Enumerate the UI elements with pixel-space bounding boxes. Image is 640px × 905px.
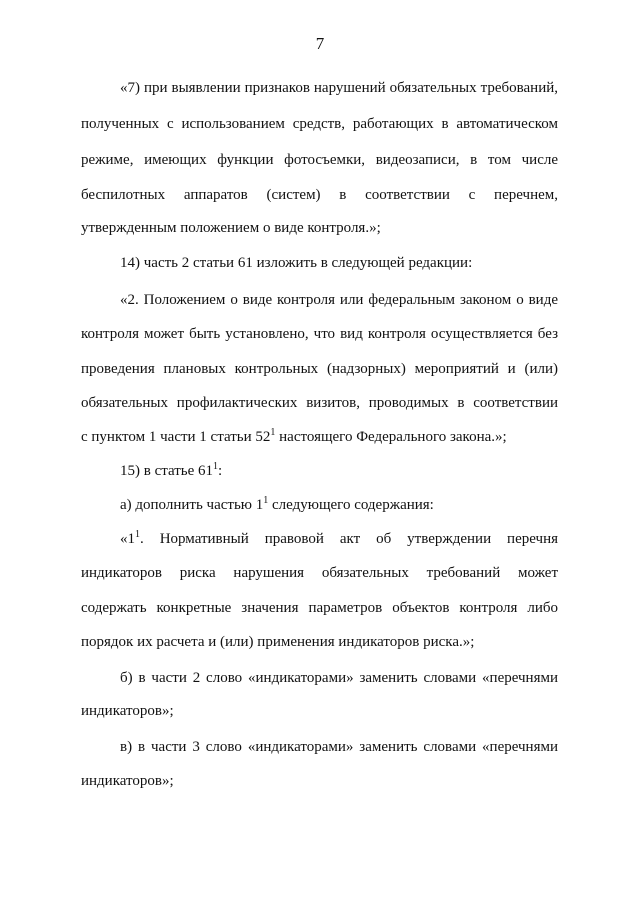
page-number: 7 <box>315 34 325 53</box>
text-line: «$1^1$. Нормативный правовой акт об утверждении перечня <box>120 529 558 547</box>
text-line: индикаторов»; <box>81 773 174 789</box>
text-line: 14) часть 2 статьи 61 изложить в следующей редакции: <box>120 255 473 271</box>
text-line: беспилотных аппаратов (систем) в соответствии с перечнем, <box>81 187 558 203</box>
text-line: б) в части 2 слово «индикаторами» заменить словами «перечнями <box>120 670 558 686</box>
text-line: обязательных профилактических визитов, проводимых в соответствии <box>81 395 558 411</box>
superscript: 1 <box>213 461 219 472</box>
text-line: а) дополнить частью $1^1$ следующего содержания: <box>120 495 434 513</box>
text-line: режиме, имеющих функции фотосъемки, видеозаписи, в том числе <box>81 152 558 168</box>
text-line: контроля может быть установлено, что вид контроля осуществляется без <box>81 326 558 342</box>
text-line: индикаторов риска нарушения обязательных требований может <box>81 565 558 581</box>
text-line: «7) при выявлении признаков нарушений обязательных требований, <box>120 80 558 96</box>
text-line: с пунктом 1 части 1 статьи $52^1$ настоящего Федерального закона.»; <box>81 427 507 445</box>
text-line: «2. Положением о виде контроля или федеральным законом о виде <box>120 292 558 308</box>
superscript: 1 <box>135 529 140 540</box>
superscript: 1 <box>263 495 269 506</box>
text-line: в) в части 3 слово «индикаторами» заменить словами «перечнями <box>120 739 558 755</box>
text-line: индикаторов»; <box>81 703 174 719</box>
text-line: порядок их расчета и (или) применения индикаторов риска.»; <box>81 634 475 650</box>
text-line: проведения плановых контрольных (надзорных) мероприятий и (или) <box>81 361 558 377</box>
superscript: 1 <box>270 427 276 438</box>
text-line: 15) в статье $61^1$: <box>120 461 223 479</box>
text-line: утвержденным положением о виде контроля.»; <box>81 220 381 236</box>
text-line: содержать конкретные значения параметров объектов контроля либо <box>81 600 558 616</box>
text-line: полученных с использованием средств, работающих в автоматическом <box>81 116 558 132</box>
